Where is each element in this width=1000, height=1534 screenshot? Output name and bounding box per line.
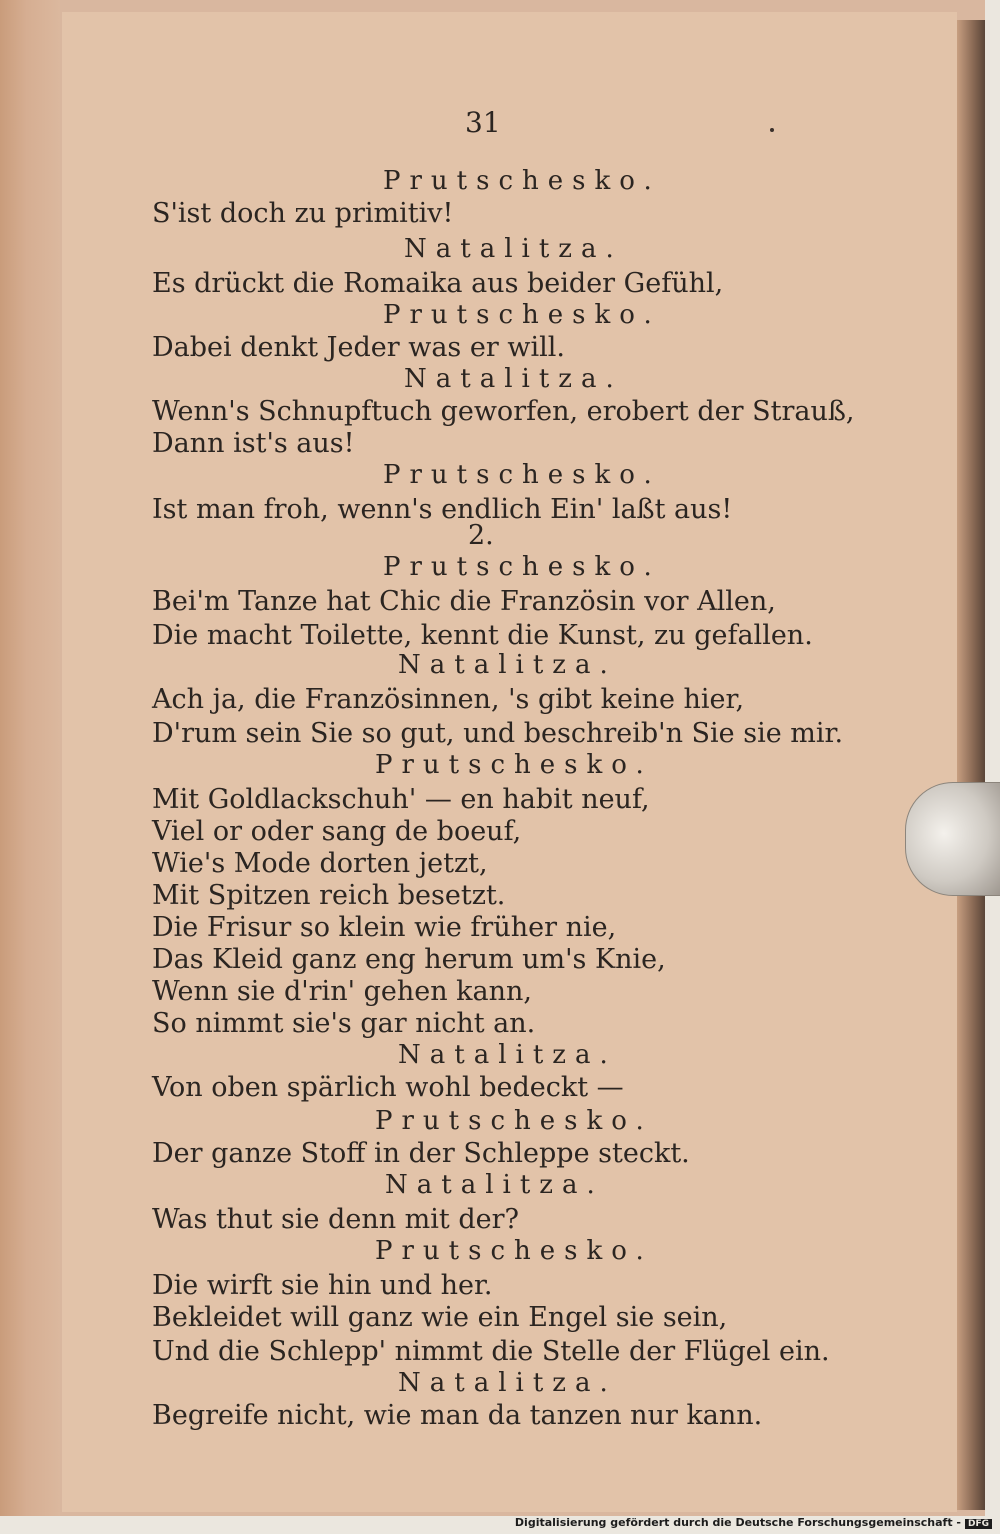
dfg-logo: DFG <box>965 1519 992 1529</box>
text-line: Wenn sie d'rin' gehen kann, <box>152 976 533 1007</box>
text-line: Ach ja, die Französinnen, 's gibt keine hier, <box>152 684 745 715</box>
text-line: So nimmt sie's gar nicht an. <box>152 1008 536 1039</box>
text-line: Ist man froh, wenn's endlich Ein' laßt aus! <box>152 494 733 525</box>
ink-dot <box>770 128 774 132</box>
speaker-prutschesko: Prutschesko. <box>383 460 661 490</box>
text-line: Das Kleid ganz eng herum um's Knie, <box>152 944 666 975</box>
text-line: Der ganze Stoff in der Schleppe steckt. <box>152 1138 690 1169</box>
text-line: Die macht Toilette, kennt die Kunst, zu gefallen. <box>152 620 813 651</box>
text-line: Dann ist's aus! <box>152 428 355 459</box>
book-spine <box>0 0 60 1516</box>
page-tab-clip <box>905 782 1000 896</box>
speaker-natalitza: Natalitza. <box>398 1040 617 1070</box>
speaker-prutschesko: Prutschesko. <box>383 300 661 330</box>
speaker-prutschesko: Prutschesko. <box>383 552 661 582</box>
text-line: Die Frisur so klein wie früher nie, <box>152 912 617 943</box>
speaker-prutschesko: Prutschesko. <box>375 750 653 780</box>
text-line: D'rum sein Sie so gut, und beschreib'n Sie sie mir. <box>152 718 844 749</box>
page-number: 31 <box>465 106 501 139</box>
page-edge <box>955 20 985 1510</box>
speaker-natalitza: Natalitza. <box>385 1170 604 1200</box>
text-line: Es drückt die Romaika aus beider Gefühl, <box>152 268 724 299</box>
footer-text: Digitalisierung gefördert durch die Deutsche Forschungsgemeinschaft - <box>514 1516 961 1529</box>
speaker-prutschesko: Prutschesko. <box>375 1236 653 1266</box>
text-line: Wenn's Schnupftuch geworfen, erobert der Strauß, <box>152 396 855 427</box>
speaker-natalitza: Natalitza. <box>404 364 623 394</box>
text-line: Mit Spitzen reich besetzt. <box>152 880 506 911</box>
digitization-footer <box>515 1516 992 1529</box>
text-line: Und die Schlepp' nimmt die Stelle der Flügel ein. <box>152 1336 830 1367</box>
speaker-natalitza: Natalitza. <box>398 1368 617 1398</box>
speaker-natalitza: Natalitza. <box>398 650 617 680</box>
text-line: Was thut sie denn mit der? <box>152 1204 519 1235</box>
text-line: Die wirft sie hin und her. <box>152 1270 493 1301</box>
text-line: Bekleidet will ganz wie ein Engel sie sein, <box>152 1302 728 1333</box>
speaker-prutschesko: Prutschesko. <box>383 166 661 196</box>
text-line: Mit Goldlackschuh' — en habit neuf, <box>152 784 650 815</box>
text-line: S'ist doch zu primitiv! <box>152 198 454 229</box>
text-line: Viel or oder sang de boeuf, <box>152 816 522 847</box>
text-line: Begreife nicht, wie man da tanzen nur kann. <box>152 1400 763 1431</box>
speaker-natalitza: Natalitza. <box>404 234 623 264</box>
text-line: Von oben spärlich wohl bedeckt — <box>152 1072 624 1103</box>
verse-number: 2. <box>468 520 494 551</box>
text-line: Bei'm Tanze hat Chic die Französin vor Allen, <box>152 586 776 617</box>
speaker-prutschesko: Prutschesko. <box>375 1106 653 1136</box>
text-line: Wie's Mode dorten jetzt, <box>152 848 488 879</box>
text-line: Dabei denkt Jeder was er will. <box>152 332 565 363</box>
